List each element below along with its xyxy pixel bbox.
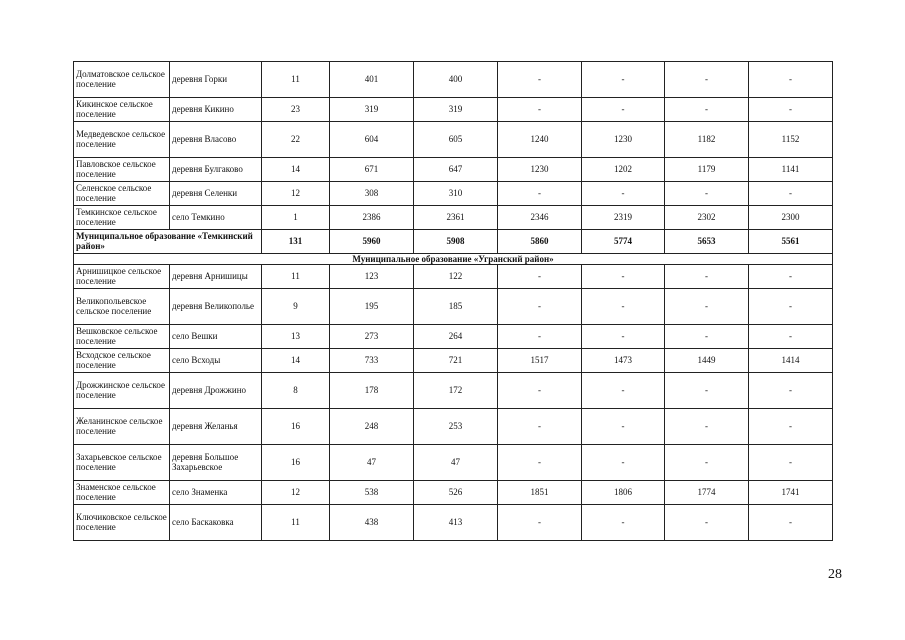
population-table: [73, 61, 833, 541]
value-cell: -: [749, 373, 833, 409]
value-cell: 319: [414, 98, 498, 122]
table-row: [74, 62, 833, 98]
settlement-cell: Великопольевское сельское поселение: [74, 289, 170, 325]
settlement-cell: Арнишицкое сельское поселение: [74, 265, 170, 289]
value-cell: -: [582, 265, 665, 289]
locality-cell: село Всходы: [170, 349, 262, 373]
value-cell: 1517: [498, 349, 582, 373]
value-cell: 264: [414, 325, 498, 349]
value-cell: 185: [414, 289, 498, 325]
value-cell: -: [665, 265, 749, 289]
value-cell: 2300: [749, 206, 833, 230]
locality-cell: деревня Желанья: [170, 409, 262, 445]
value-cell: -: [665, 289, 749, 325]
locality-cell: деревня Большое Захарьевское: [170, 445, 262, 481]
table-row: [74, 445, 833, 481]
value-cell: 131: [262, 230, 330, 254]
settlement-cell: Темкинское сельское поселение: [74, 206, 170, 230]
value-cell: 22: [262, 122, 330, 158]
locality-cell: деревня Арнишицы: [170, 265, 262, 289]
table-row: [74, 206, 833, 230]
locality-cell: деревня Булгаково: [170, 158, 262, 182]
value-cell: 5653: [665, 230, 749, 254]
value-cell: 16: [262, 445, 330, 481]
value-cell: 1230: [582, 122, 665, 158]
value-cell: 401: [330, 62, 414, 98]
settlement-cell: Всходское сельское поселение: [74, 349, 170, 373]
value-cell: 647: [414, 158, 498, 182]
value-cell: 1179: [665, 158, 749, 182]
value-cell: 14: [262, 158, 330, 182]
value-cell: 23: [262, 98, 330, 122]
value-cell: -: [749, 325, 833, 349]
value-cell: 1182: [665, 122, 749, 158]
value-cell: -: [498, 62, 582, 98]
value-cell: -: [582, 289, 665, 325]
value-cell: 2386: [330, 206, 414, 230]
settlement-cell: Селенское сельское поселение: [74, 182, 170, 206]
value-cell: 1473: [582, 349, 665, 373]
value-cell: -: [665, 182, 749, 206]
value-cell: -: [665, 62, 749, 98]
table-row: [74, 325, 833, 349]
settlement-cell: Медведевское сельское поселение: [74, 122, 170, 158]
value-cell: 538: [330, 481, 414, 505]
table-body: [74, 62, 833, 541]
value-cell: 1: [262, 206, 330, 230]
section-title: Муниципальное образование «Угранский район»: [74, 254, 833, 265]
total-label: Муниципальное образование «Темкинский район»: [74, 230, 262, 254]
value-cell: 16: [262, 409, 330, 445]
table-row: [74, 373, 833, 409]
value-cell: 308: [330, 182, 414, 206]
value-cell: -: [498, 98, 582, 122]
value-cell: 310: [414, 182, 498, 206]
value-cell: -: [582, 325, 665, 349]
value-cell: 2319: [582, 206, 665, 230]
value-cell: -: [582, 505, 665, 541]
value-cell: -: [498, 289, 582, 325]
value-cell: 413: [414, 505, 498, 541]
value-cell: -: [582, 182, 665, 206]
value-cell: 5774: [582, 230, 665, 254]
value-cell: 721: [414, 349, 498, 373]
value-cell: 1741: [749, 481, 833, 505]
value-cell: -: [498, 265, 582, 289]
value-cell: -: [665, 409, 749, 445]
value-cell: 1230: [498, 158, 582, 182]
value-cell: -: [749, 505, 833, 541]
value-cell: 1774: [665, 481, 749, 505]
value-cell: 1141: [749, 158, 833, 182]
value-cell: 11: [262, 265, 330, 289]
value-cell: 605: [414, 122, 498, 158]
value-cell: 13: [262, 325, 330, 349]
value-cell: 123: [330, 265, 414, 289]
table-row: [74, 182, 833, 206]
value-cell: -: [498, 325, 582, 349]
value-cell: 2361: [414, 206, 498, 230]
locality-cell: село Вешки: [170, 325, 262, 349]
value-cell: -: [582, 445, 665, 481]
value-cell: 248: [330, 409, 414, 445]
value-cell: 1240: [498, 122, 582, 158]
value-cell: 47: [330, 445, 414, 481]
value-cell: 319: [330, 98, 414, 122]
value-cell: 400: [414, 62, 498, 98]
settlement-cell: Знаменское сельское поселение: [74, 481, 170, 505]
value-cell: -: [582, 98, 665, 122]
table-row: [74, 481, 833, 505]
value-cell: 11: [262, 62, 330, 98]
value-cell: -: [498, 505, 582, 541]
value-cell: -: [498, 445, 582, 481]
locality-cell: деревня Кикино: [170, 98, 262, 122]
value-cell: -: [749, 62, 833, 98]
value-cell: 8: [262, 373, 330, 409]
value-cell: -: [665, 445, 749, 481]
total-row: [74, 230, 833, 254]
value-cell: 273: [330, 325, 414, 349]
value-cell: 1851: [498, 481, 582, 505]
value-cell: -: [498, 409, 582, 445]
value-cell: -: [749, 445, 833, 481]
value-cell: 1152: [749, 122, 833, 158]
locality-cell: село Знаменка: [170, 481, 262, 505]
table-row: [74, 158, 833, 182]
value-cell: -: [749, 98, 833, 122]
settlement-cell: Долматовское сельское поселение: [74, 62, 170, 98]
section-header-row: [74, 254, 833, 265]
value-cell: -: [665, 505, 749, 541]
value-cell: -: [665, 98, 749, 122]
value-cell: 172: [414, 373, 498, 409]
locality-cell: деревня Селенки: [170, 182, 262, 206]
value-cell: 1202: [582, 158, 665, 182]
value-cell: 178: [330, 373, 414, 409]
value-cell: 47: [414, 445, 498, 481]
settlement-cell: Павловское сельское поселение: [74, 158, 170, 182]
value-cell: -: [749, 182, 833, 206]
table-row: [74, 409, 833, 445]
page-number: 28: [828, 567, 842, 582]
value-cell: -: [582, 409, 665, 445]
value-cell: 2302: [665, 206, 749, 230]
value-cell: 733: [330, 349, 414, 373]
value-cell: -: [498, 182, 582, 206]
settlement-cell: Дрожжинское сельское поселение: [74, 373, 170, 409]
settlement-cell: Вешковское сельское поселение: [74, 325, 170, 349]
locality-cell: деревня Великополье: [170, 289, 262, 325]
value-cell: 12: [262, 182, 330, 206]
locality-cell: деревня Горки: [170, 62, 262, 98]
value-cell: 438: [330, 505, 414, 541]
value-cell: 14: [262, 349, 330, 373]
settlement-cell: Захарьевское сельское поселение: [74, 445, 170, 481]
locality-cell: село Темкино: [170, 206, 262, 230]
value-cell: 12: [262, 481, 330, 505]
value-cell: 253: [414, 409, 498, 445]
value-cell: 195: [330, 289, 414, 325]
value-cell: 5960: [330, 230, 414, 254]
table-row: [74, 505, 833, 541]
value-cell: 5908: [414, 230, 498, 254]
value-cell: -: [582, 373, 665, 409]
value-cell: -: [749, 409, 833, 445]
value-cell: -: [498, 373, 582, 409]
table-row: [74, 98, 833, 122]
value-cell: 2346: [498, 206, 582, 230]
table-row: [74, 265, 833, 289]
value-cell: -: [749, 265, 833, 289]
value-cell: -: [582, 62, 665, 98]
value-cell: 5561: [749, 230, 833, 254]
value-cell: 526: [414, 481, 498, 505]
value-cell: 11: [262, 505, 330, 541]
value-cell: -: [749, 289, 833, 325]
value-cell: 1806: [582, 481, 665, 505]
locality-cell: деревня Власово: [170, 122, 262, 158]
value-cell: 122: [414, 265, 498, 289]
value-cell: 1414: [749, 349, 833, 373]
value-cell: -: [665, 325, 749, 349]
value-cell: 5860: [498, 230, 582, 254]
table-row: [74, 122, 833, 158]
locality-cell: село Баскаковка: [170, 505, 262, 541]
value-cell: 1449: [665, 349, 749, 373]
settlement-cell: Кикинское сельское поселение: [74, 98, 170, 122]
settlement-cell: Ключиковское сельское поселение: [74, 505, 170, 541]
table-row: [74, 349, 833, 373]
value-cell: -: [665, 373, 749, 409]
value-cell: 671: [330, 158, 414, 182]
table-row: [74, 289, 833, 325]
value-cell: 9: [262, 289, 330, 325]
value-cell: 604: [330, 122, 414, 158]
locality-cell: деревня Дрожжино: [170, 373, 262, 409]
settlement-cell: Желанинское сельское поселение: [74, 409, 170, 445]
